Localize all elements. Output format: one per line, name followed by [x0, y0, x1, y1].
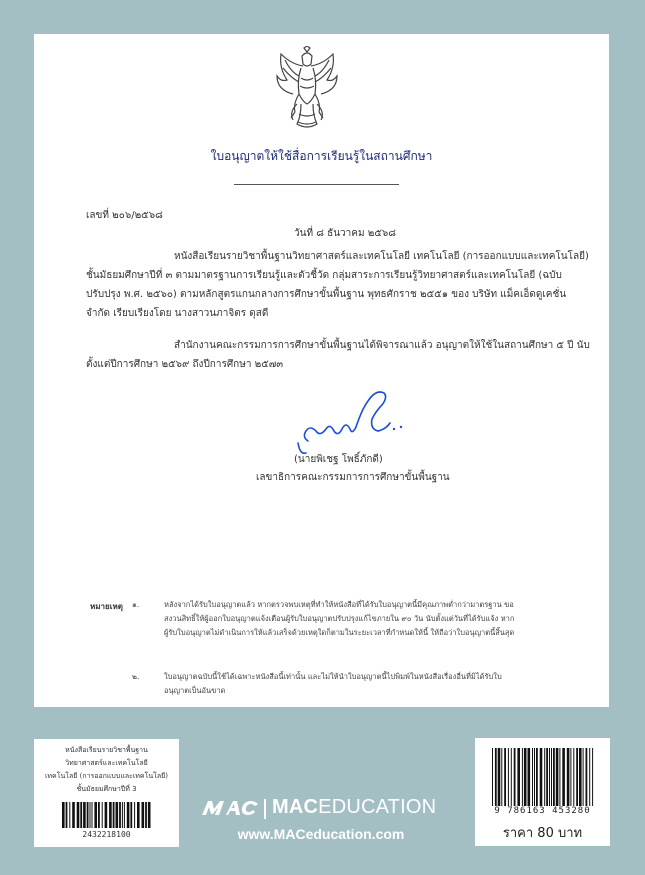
- note-text: หลังจากได้รับใบอนุญาตแล้ว หากตรวจพบเหตุที่ทำให้หนังสือที่ได้รับใบอนุญาตนี้มีคุณภาพต่ำกว่ามาตรฐาน ขอสงวนสิทธิ์ให้ผู้ออกใบอนุญาตแจ้งเตือนผู้รับใบอนุญาตปรับปรุงแก้ไขภายใน ๙๐ วัน นับตั้งแต่วันที่ได้รับแจ้ง หากผู้รับใบอนุญาตไม่ดำเนินการให้แล้วเสร็จด้วยเหตุใดก็ตามในระยะเวลาที่กำหนดให้นี้ ให้ถือว่าใบอนุญาตนี้สิ้นสุด: [164, 600, 515, 637]
- barcode-bar: [124, 802, 125, 828]
- license-title: ใบอนุญาตให้ใช้สื่อการเรียนรู้ในสถานศึกษา: [210, 149, 433, 163]
- license-document: [34, 34, 609, 707]
- barcode-bar: [492, 748, 493, 806]
- barcode-bar: [83, 802, 86, 828]
- barcode-bar: [109, 802, 112, 828]
- barcode-bar: [105, 802, 108, 828]
- barcode-bar: [576, 748, 578, 806]
- handwritten-signature: [296, 379, 416, 457]
- barcode-bar: [102, 802, 103, 828]
- document-number: เลขที่ ๒๐๖/๒๕๖๘: [86, 210, 163, 221]
- barcode-bar: [579, 748, 582, 806]
- barcode-bar: [562, 748, 565, 806]
- book-code: 2432218100: [82, 830, 131, 839]
- barcode-bar: [556, 748, 559, 806]
- barcode-bar: [92, 802, 93, 828]
- license-paragraph-2: สำนักงานคณะกรรมการการศึกษาขั้นพื้นฐานได้พิจารณาแล้ว อนุญาตให้ใช้ในสถานศึกษา ๕ ปี นับตั้งแต่ปีการศึกษา ๒๕๖๙ ถึงปีการศึกษา ๒๕๗๓: [86, 340, 590, 370]
- barcode-bar: [534, 748, 535, 806]
- barcode-bar: [551, 748, 552, 806]
- isbn-barcode: [490, 748, 598, 810]
- price-text: ราคา 80 บาท: [502, 826, 583, 841]
- isbn-number: 9 786163 453280: [494, 806, 591, 816]
- barcode-bar: [549, 748, 550, 806]
- barcode-bar: [511, 748, 512, 806]
- barcode-bar: [145, 802, 147, 828]
- mac-logo-icon: [200, 799, 260, 817]
- barcode-bar: [94, 802, 97, 828]
- barcode-bar: [583, 748, 584, 806]
- barcode-bar: [72, 802, 75, 828]
- note-text: ใบอนุญาตฉบับนี้ใช้ได้เฉพาะหนังสือนี้เท่านั้น และไม่ให้นำใบอนุญาตนี้ไปพิมพ์ในหนังสือเรื่องอื่นที่มิได้รับใบอนุญาตเป็นอันขาด: [164, 672, 502, 695]
- barcode-bar: [137, 802, 140, 828]
- signer-name: (นายพิเชฐ โพธิ์ภักดี): [294, 454, 383, 465]
- barcode-bar: [540, 748, 543, 806]
- publisher-name-rest: EDUCATION: [318, 796, 437, 818]
- barcode-bar: [495, 748, 497, 806]
- book-info-line: เทคโนโลยี (การออกแบบและเทคโนโลยี): [45, 772, 168, 780]
- barcode-bar: [98, 802, 100, 828]
- barcode-bar: [504, 748, 506, 806]
- barcode-bar: [142, 802, 145, 828]
- title-divider: [234, 184, 399, 185]
- barcode-bar: [589, 748, 590, 806]
- publisher-brand: [196, 796, 446, 822]
- barcode-bar: [122, 802, 123, 828]
- barcode-bar: [113, 802, 115, 828]
- barcode-bar: [553, 748, 555, 806]
- barcode-bar: [528, 748, 531, 806]
- barcode-bar: [501, 748, 502, 806]
- license-paragraph-1: หนังสือเรียนรายวิชาพื้นฐานวิทยาศาสตร์และเทคโนโลยี เทคโนโลยี (การออกแบบและเทคโนโลยี) ชั้นมัธยมศึกษาปีที่ ๓ ตามมาตรฐานการเรียนรู้และตัวชี้วัด กลุ่มสาระการเรียนรู้วิทยาศาสตร์และเทคโนโลยี (ฉบับปรับปรุง พ.ศ. ๒๕๖๐) ตามหลักสูตรแกนกลางการศึกษาขั้นพื้นฐาน พุทธศักราช ๒๕๕๑ ของ บริษัท แม็คเอ็ดดูเคชั่น จำกัด เรียบเรียงโดย นางสาวนภาจิตร ดุสดี: [86, 251, 589, 319]
- barcode-bar: [90, 802, 91, 828]
- barcode-bar: [62, 802, 65, 828]
- barcode-bar: [116, 802, 119, 828]
- barcode-bar: [77, 802, 80, 828]
- signer-title: เลขาธิการคณะกรรมการการศึกษาขั้นพื้นฐาน: [256, 472, 450, 483]
- document-date: วันที่ ๘ ธันวาคม ๒๕๖๘: [294, 228, 396, 239]
- barcode-bar: [517, 748, 520, 806]
- barcode-bar: [536, 748, 538, 806]
- garuda-emblem-icon: [271, 46, 343, 132]
- publisher-name-bold: MAC: [272, 796, 319, 818]
- barcode-bar: [498, 748, 501, 806]
- barcode-bar: [130, 802, 132, 828]
- publisher-name: [272, 796, 436, 819]
- barcode-bar: [514, 748, 516, 806]
- notes-label: หมายเหตุ: [90, 602, 123, 611]
- book-info-line: วิทยาศาสตร์และเทคโนโลยี: [65, 759, 148, 767]
- barcode-bar: [573, 748, 574, 806]
- note-number: ๑.: [132, 600, 140, 609]
- book-info-line: หนังสือเรียนรายวิชาพื้นฐาน: [65, 746, 148, 754]
- book-code-barcode: [60, 802, 153, 828]
- barcode-bar: [546, 748, 548, 806]
- barcode-bar: [522, 748, 523, 806]
- barcode-bar: [586, 748, 588, 806]
- barcode-bar: [66, 802, 68, 828]
- barcode-bar: [532, 748, 533, 806]
- barcode-bar: [567, 748, 570, 806]
- brand-separator: [264, 799, 266, 819]
- note-item: [132, 598, 524, 640]
- note-item: [132, 670, 524, 698]
- book-info-line: ชั้นมัธยมศึกษาปีที่ 3: [76, 785, 137, 793]
- barcode-bar: [559, 748, 560, 806]
- barcode-bar: [524, 748, 527, 806]
- barcode-bar: [508, 748, 509, 806]
- barcode-bar: [127, 802, 130, 828]
- barcode-bar: [148, 802, 151, 828]
- barcode-bar: [80, 802, 82, 828]
- barcode-bar: [134, 802, 135, 828]
- barcode-bar: [69, 802, 70, 828]
- barcode-bar: [570, 748, 571, 806]
- barcode-bar: [544, 748, 545, 806]
- note-number: ๒.: [132, 672, 140, 681]
- publisher-url: www.MACeducation.com: [237, 826, 405, 842]
- barcode-bar: [592, 748, 593, 806]
- barcode-bar: [119, 802, 121, 828]
- price-label: [475, 738, 610, 846]
- barcode-bar: [87, 802, 89, 828]
- book-info-label: [34, 739, 179, 847]
